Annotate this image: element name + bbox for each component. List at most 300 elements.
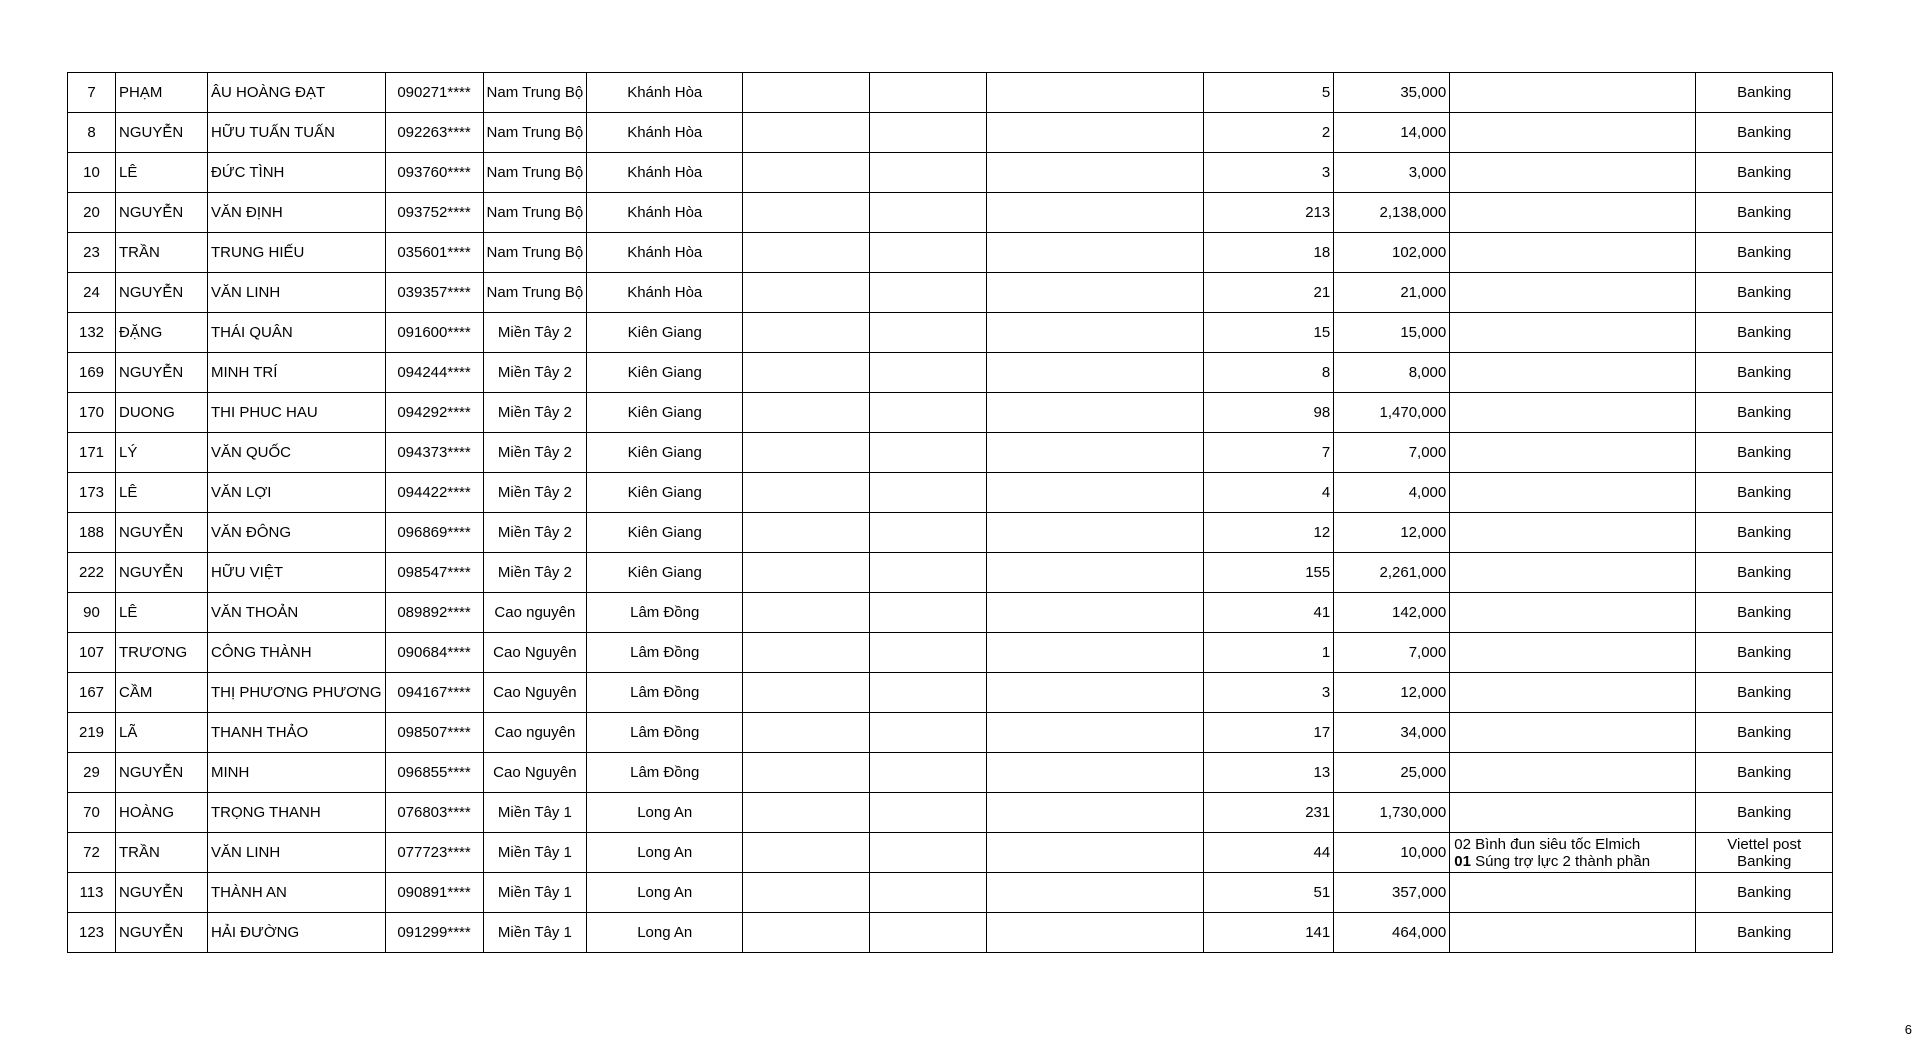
surname-cell: HOÀNG — [116, 793, 208, 833]
empty-cell — [870, 233, 987, 273]
surname-cell: NGUYỄN — [116, 193, 208, 233]
province-cell: Lâm Đồng — [587, 713, 743, 753]
delivery-method: Banking — [1737, 852, 1792, 870]
quantity-cell: 3 — [1204, 673, 1334, 713]
row-number-cell: 10 — [68, 153, 116, 193]
amount-cell: 35,000 — [1334, 73, 1450, 113]
table-row — [68, 193, 1833, 233]
empty-cell — [743, 513, 870, 553]
phone-cell: 077723**** — [385, 833, 483, 873]
empty-cell — [870, 633, 987, 673]
surname-cell: NGUYỄN — [116, 353, 208, 393]
gift-line — [1454, 853, 1692, 870]
empty-cell — [987, 473, 1204, 513]
quantity-cell: 4 — [1204, 473, 1334, 513]
phone-cell: 090891**** — [385, 873, 483, 913]
empty-cell — [870, 513, 987, 553]
empty-cell — [870, 433, 987, 473]
given-name-cell: HỮU VIỆT — [208, 553, 386, 593]
empty-cell — [870, 833, 987, 873]
region-cell: Miền Tây 1 — [483, 833, 587, 873]
empty-cell — [870, 913, 987, 953]
empty-cell — [987, 153, 1204, 193]
given-name-cell: THI PHUC HAU — [208, 393, 386, 433]
quantity-cell: 41 — [1204, 593, 1334, 633]
empty-cell — [870, 313, 987, 353]
quantity-cell: 17 — [1204, 713, 1334, 753]
province-cell: Long An — [587, 793, 743, 833]
phone-cell: 091299**** — [385, 913, 483, 953]
empty-cell — [743, 273, 870, 313]
amount-cell: 14,000 — [1334, 113, 1450, 153]
empty-cell — [870, 713, 987, 753]
amount-cell: 1,470,000 — [1334, 393, 1450, 433]
empty-cell — [987, 113, 1204, 153]
empty-cell — [987, 913, 1204, 953]
given-name-cell: VĂN ĐỊNH — [208, 193, 386, 233]
gift-name: Súng trợ lực 2 thành phần — [1475, 852, 1651, 870]
amount-cell: 4,000 — [1334, 473, 1450, 513]
gift-cell — [1450, 113, 1696, 153]
empty-cell — [743, 873, 870, 913]
empty-cell — [870, 273, 987, 313]
delivery-method-cell — [1696, 593, 1833, 633]
empty-cell — [743, 713, 870, 753]
table-row — [68, 313, 1833, 353]
amount-cell: 8,000 — [1334, 353, 1450, 393]
quantity-cell: 44 — [1204, 833, 1334, 873]
row-number-cell: 167 — [68, 673, 116, 713]
surname-cell: NGUYỄN — [116, 753, 208, 793]
table-row — [68, 73, 1833, 113]
phone-cell: 039357**** — [385, 273, 483, 313]
delivery-method-cell — [1696, 753, 1833, 793]
delivery-method: Banking — [1737, 364, 1792, 381]
delivery-method-cell — [1696, 513, 1833, 553]
delivery-method-cell — [1696, 233, 1833, 273]
gift-cell — [1450, 153, 1696, 193]
row-number-cell: 123 — [68, 913, 116, 953]
phone-cell: 094244**** — [385, 353, 483, 393]
delivery-method-cell — [1696, 153, 1833, 193]
region-cell: Miền Tây 2 — [483, 473, 587, 513]
gift-cell — [1450, 393, 1696, 433]
delivery-method-cell — [1696, 713, 1833, 753]
delivery-method-cell — [1696, 353, 1833, 393]
prize-list-table — [67, 72, 1833, 953]
empty-cell — [870, 393, 987, 433]
gift-quantity: 02 — [1454, 835, 1471, 853]
empty-cell — [743, 833, 870, 873]
surname-cell: DUONG — [116, 393, 208, 433]
delivery-method: Banking — [1737, 244, 1792, 261]
phone-cell: 092263**** — [385, 113, 483, 153]
delivery-method-cell — [1696, 273, 1833, 313]
empty-cell — [987, 673, 1204, 713]
delivery-method-cell — [1696, 633, 1833, 673]
gift-cell — [1450, 233, 1696, 273]
surname-cell: NGUYỄN — [116, 873, 208, 913]
region-cell: Miền Tây 2 — [483, 353, 587, 393]
given-name-cell: ÂU HOÀNG ĐẠT — [208, 73, 386, 113]
row-number-cell: 169 — [68, 353, 116, 393]
empty-cell — [987, 633, 1204, 673]
gift-cell — [1450, 193, 1696, 233]
empty-cell — [743, 593, 870, 633]
table-body — [68, 73, 1833, 953]
delivery-method: Banking — [1737, 84, 1792, 101]
delivery-method: Banking — [1737, 404, 1792, 421]
table-row — [68, 513, 1833, 553]
phone-cell: 090271**** — [385, 73, 483, 113]
surname-cell: NGUYỄN — [116, 913, 208, 953]
given-name-cell: CÔNG THÀNH — [208, 633, 386, 673]
region-cell: Cao nguyên — [483, 593, 587, 633]
phone-cell: 098547**** — [385, 553, 483, 593]
empty-cell — [987, 313, 1204, 353]
gift-cell — [1450, 273, 1696, 313]
given-name-cell: THỊ PHƯƠNG PHƯƠNG — [208, 673, 386, 713]
empty-cell — [870, 873, 987, 913]
region-cell: Miền Tây 2 — [483, 513, 587, 553]
delivery-method-cell — [1696, 833, 1833, 873]
delivery-method-cell — [1696, 673, 1833, 713]
delivery-method: Banking — [1737, 564, 1792, 581]
empty-cell — [743, 633, 870, 673]
surname-cell: NGUYỄN — [116, 113, 208, 153]
empty-cell — [743, 73, 870, 113]
phone-cell: 089892**** — [385, 593, 483, 633]
empty-cell — [743, 753, 870, 793]
empty-cell — [743, 473, 870, 513]
region-cell: Miền Tây 2 — [483, 553, 587, 593]
surname-cell: CẦM — [116, 673, 208, 713]
region-cell: Miền Tây 1 — [483, 873, 587, 913]
delivery-method-cell — [1696, 73, 1833, 113]
region-cell: Cao nguyên — [483, 713, 587, 753]
empty-cell — [987, 513, 1204, 553]
empty-cell — [870, 153, 987, 193]
province-cell: Long An — [587, 913, 743, 953]
quantity-cell: 51 — [1204, 873, 1334, 913]
empty-cell — [987, 193, 1204, 233]
empty-cell — [987, 713, 1204, 753]
gift-cell — [1450, 833, 1696, 873]
province-cell: Long An — [587, 833, 743, 873]
amount-cell: 102,000 — [1334, 233, 1450, 273]
quantity-cell: 213 — [1204, 193, 1334, 233]
empty-cell — [987, 873, 1204, 913]
region-cell: Nam Trung Bộ — [483, 273, 587, 313]
gift-cell — [1450, 753, 1696, 793]
given-name-cell: THÀNH AN — [208, 873, 386, 913]
table-row — [68, 233, 1833, 273]
amount-cell: 12,000 — [1334, 513, 1450, 553]
province-cell: Kiên Giang — [587, 473, 743, 513]
phone-cell: 096855**** — [385, 753, 483, 793]
empty-cell — [870, 193, 987, 233]
surname-cell: NGUYỄN — [116, 513, 208, 553]
region-cell: Nam Trung Bộ — [483, 193, 587, 233]
amount-cell: 1,730,000 — [1334, 793, 1450, 833]
given-name-cell: VĂN THOẢN — [208, 593, 386, 633]
delivery-method: Banking — [1737, 164, 1792, 181]
empty-cell — [870, 73, 987, 113]
region-cell: Miền Tây 2 — [483, 313, 587, 353]
given-name-cell: VĂN LINH — [208, 833, 386, 873]
phone-cell: 076803**** — [385, 793, 483, 833]
region-cell: Cao Nguyên — [483, 753, 587, 793]
row-number-cell: 222 — [68, 553, 116, 593]
empty-cell — [987, 353, 1204, 393]
province-cell: Lâm Đồng — [587, 593, 743, 633]
empty-cell — [743, 793, 870, 833]
gift-name: Bình đun siêu tốc Elmich — [1475, 835, 1641, 853]
gift-cell — [1450, 553, 1696, 593]
delivery-method: Banking — [1737, 284, 1792, 301]
given-name-cell: THÁI QUÂN — [208, 313, 386, 353]
given-name-cell: VĂN LỢI — [208, 473, 386, 513]
gift-cell — [1450, 593, 1696, 633]
amount-cell: 2,138,000 — [1334, 193, 1450, 233]
phone-cell: 093760**** — [385, 153, 483, 193]
amount-cell: 34,000 — [1334, 713, 1450, 753]
table-row — [68, 713, 1833, 753]
empty-cell — [870, 113, 987, 153]
empty-cell — [870, 473, 987, 513]
empty-cell — [987, 593, 1204, 633]
gift-cell — [1450, 633, 1696, 673]
empty-cell — [743, 393, 870, 433]
quantity-cell: 18 — [1204, 233, 1334, 273]
province-cell: Lâm Đồng — [587, 673, 743, 713]
gift-cell — [1450, 313, 1696, 353]
province-cell: Kiên Giang — [587, 313, 743, 353]
row-number-cell: 171 — [68, 433, 116, 473]
empty-cell — [743, 553, 870, 593]
delivery-method-cell — [1696, 913, 1833, 953]
empty-cell — [987, 273, 1204, 313]
delivery-method: Banking — [1737, 764, 1792, 781]
delivery-method-cell — [1696, 113, 1833, 153]
amount-cell: 7,000 — [1334, 433, 1450, 473]
empty-cell — [987, 73, 1204, 113]
province-cell: Kiên Giang — [587, 353, 743, 393]
gift-cell — [1450, 793, 1696, 833]
row-number-cell: 23 — [68, 233, 116, 273]
phone-cell: 035601**** — [385, 233, 483, 273]
table-row — [68, 113, 1833, 153]
quantity-cell: 1 — [1204, 633, 1334, 673]
row-number-cell: 70 — [68, 793, 116, 833]
surname-cell: ĐẶNG — [116, 313, 208, 353]
region-cell: Miền Tây 1 — [483, 913, 587, 953]
surname-cell: PHẠM — [116, 73, 208, 113]
province-cell: Lâm Đồng — [587, 753, 743, 793]
region-cell: Miền Tây 2 — [483, 433, 587, 473]
delivery-method-cell — [1696, 193, 1833, 233]
amount-cell: 7,000 — [1334, 633, 1450, 673]
region-cell: Miền Tây 1 — [483, 793, 587, 833]
delivery-method: Banking — [1737, 484, 1792, 501]
row-number-cell: 170 — [68, 393, 116, 433]
delivery-method: Banking — [1737, 124, 1792, 141]
region-cell: Cao Nguyên — [483, 633, 587, 673]
given-name-cell: VĂN ĐÔNG — [208, 513, 386, 553]
amount-cell: 25,000 — [1334, 753, 1450, 793]
delivery-method: Banking — [1737, 684, 1792, 701]
page-number: 6 — [1904, 1022, 1912, 1037]
region-cell: Nam Trung Bộ — [483, 73, 587, 113]
row-number-cell: 107 — [68, 633, 116, 673]
delivery-method-cell — [1696, 553, 1833, 593]
amount-cell: 10,000 — [1334, 833, 1450, 873]
quantity-cell: 5 — [1204, 73, 1334, 113]
province-cell: Kiên Giang — [587, 393, 743, 433]
region-cell: Nam Trung Bộ — [483, 153, 587, 193]
empty-cell — [743, 193, 870, 233]
quantity-cell: 98 — [1204, 393, 1334, 433]
given-name-cell: ĐỨC TÌNH — [208, 153, 386, 193]
region-cell: Nam Trung Bộ — [483, 113, 587, 153]
delivery-method: Banking — [1737, 724, 1792, 741]
given-name-cell: THANH THẢO — [208, 713, 386, 753]
empty-cell — [743, 153, 870, 193]
phone-cell: 090684**** — [385, 633, 483, 673]
surname-cell: NGUYỄN — [116, 273, 208, 313]
delivery-method: Banking — [1737, 924, 1792, 941]
table-row — [68, 353, 1833, 393]
gift-cell — [1450, 433, 1696, 473]
quantity-cell: 21 — [1204, 273, 1334, 313]
surname-cell: LÊ — [116, 593, 208, 633]
table-row — [68, 913, 1833, 953]
empty-cell — [870, 553, 987, 593]
amount-cell: 142,000 — [1334, 593, 1450, 633]
row-number-cell: 173 — [68, 473, 116, 513]
delivery-method: Banking — [1737, 804, 1792, 821]
province-cell: Khánh Hòa — [587, 273, 743, 313]
delivery-method-cell — [1696, 793, 1833, 833]
empty-cell — [743, 673, 870, 713]
given-name-cell: VĂN QUỐC — [208, 433, 386, 473]
region-cell: Miền Tây 2 — [483, 393, 587, 433]
quantity-cell: 155 — [1204, 553, 1334, 593]
delivery-method: Banking — [1737, 324, 1792, 341]
given-name-cell: MINH TRÍ — [208, 353, 386, 393]
table-row — [68, 873, 1833, 913]
quantity-cell: 15 — [1204, 313, 1334, 353]
row-number-cell: 72 — [68, 833, 116, 873]
gift-cell — [1450, 673, 1696, 713]
delivery-method: Banking — [1737, 604, 1792, 621]
province-cell: Khánh Hòa — [587, 113, 743, 153]
amount-cell: 2,261,000 — [1334, 553, 1450, 593]
empty-cell — [743, 913, 870, 953]
empty-cell — [743, 113, 870, 153]
region-cell: Nam Trung Bộ — [483, 233, 587, 273]
empty-cell — [987, 833, 1204, 873]
table-row — [68, 473, 1833, 513]
phone-cell: 094373**** — [385, 433, 483, 473]
delivery-method-cell — [1696, 393, 1833, 433]
phone-cell: 091600**** — [385, 313, 483, 353]
row-number-cell: 90 — [68, 593, 116, 633]
surname-cell: TRẦN — [116, 233, 208, 273]
surname-cell: LÝ — [116, 433, 208, 473]
row-number-cell: 8 — [68, 113, 116, 153]
amount-cell: 357,000 — [1334, 873, 1450, 913]
quantity-cell: 231 — [1204, 793, 1334, 833]
surname-cell: TRẦN — [116, 833, 208, 873]
empty-cell — [987, 233, 1204, 273]
delivery-method: Banking — [1737, 884, 1792, 901]
amount-cell: 464,000 — [1334, 913, 1450, 953]
given-name-cell: VĂN LINH — [208, 273, 386, 313]
phone-cell: 098507**** — [385, 713, 483, 753]
table-row — [68, 273, 1833, 313]
empty-cell — [987, 753, 1204, 793]
quantity-cell: 12 — [1204, 513, 1334, 553]
delivery-method-cell — [1696, 473, 1833, 513]
table-row — [68, 833, 1833, 873]
table-row — [68, 673, 1833, 713]
province-cell: Long An — [587, 873, 743, 913]
row-number-cell: 113 — [68, 873, 116, 913]
province-cell: Khánh Hòa — [587, 233, 743, 273]
phone-cell: 094167**** — [385, 673, 483, 713]
row-number-cell: 29 — [68, 753, 116, 793]
delivery-method-cell — [1696, 873, 1833, 913]
province-cell: Kiên Giang — [587, 433, 743, 473]
empty-cell — [743, 313, 870, 353]
province-cell: Khánh Hòa — [587, 73, 743, 113]
empty-cell — [743, 433, 870, 473]
quantity-cell: 3 — [1204, 153, 1334, 193]
delivery-method: Banking — [1737, 524, 1792, 541]
delivery-method: Viettel post — [1727, 835, 1802, 853]
gift-cell — [1450, 473, 1696, 513]
phone-cell: 096869**** — [385, 513, 483, 553]
region-cell: Cao Nguyên — [483, 673, 587, 713]
delivery-method: Banking — [1737, 644, 1792, 661]
given-name-cell: TRỌNG THANH — [208, 793, 386, 833]
delivery-method: Banking — [1737, 444, 1792, 461]
table-row — [68, 553, 1833, 593]
phone-cell: 094422**** — [385, 473, 483, 513]
empty-cell — [870, 593, 987, 633]
empty-cell — [987, 393, 1204, 433]
row-number-cell: 20 — [68, 193, 116, 233]
gift-cell — [1450, 713, 1696, 753]
amount-cell: 3,000 — [1334, 153, 1450, 193]
surname-cell: LÊ — [116, 153, 208, 193]
amount-cell: 15,000 — [1334, 313, 1450, 353]
gift-cell — [1450, 73, 1696, 113]
empty-cell — [870, 673, 987, 713]
empty-cell — [743, 353, 870, 393]
phone-cell: 093752**** — [385, 193, 483, 233]
empty-cell — [743, 233, 870, 273]
quantity-cell: 13 — [1204, 753, 1334, 793]
empty-cell — [987, 553, 1204, 593]
row-number-cell: 188 — [68, 513, 116, 553]
row-number-cell: 24 — [68, 273, 116, 313]
table-row — [68, 393, 1833, 433]
given-name-cell: HỮU TUẤN TUẤN — [208, 113, 386, 153]
gift-cell — [1450, 913, 1696, 953]
province-cell: Kiên Giang — [587, 553, 743, 593]
